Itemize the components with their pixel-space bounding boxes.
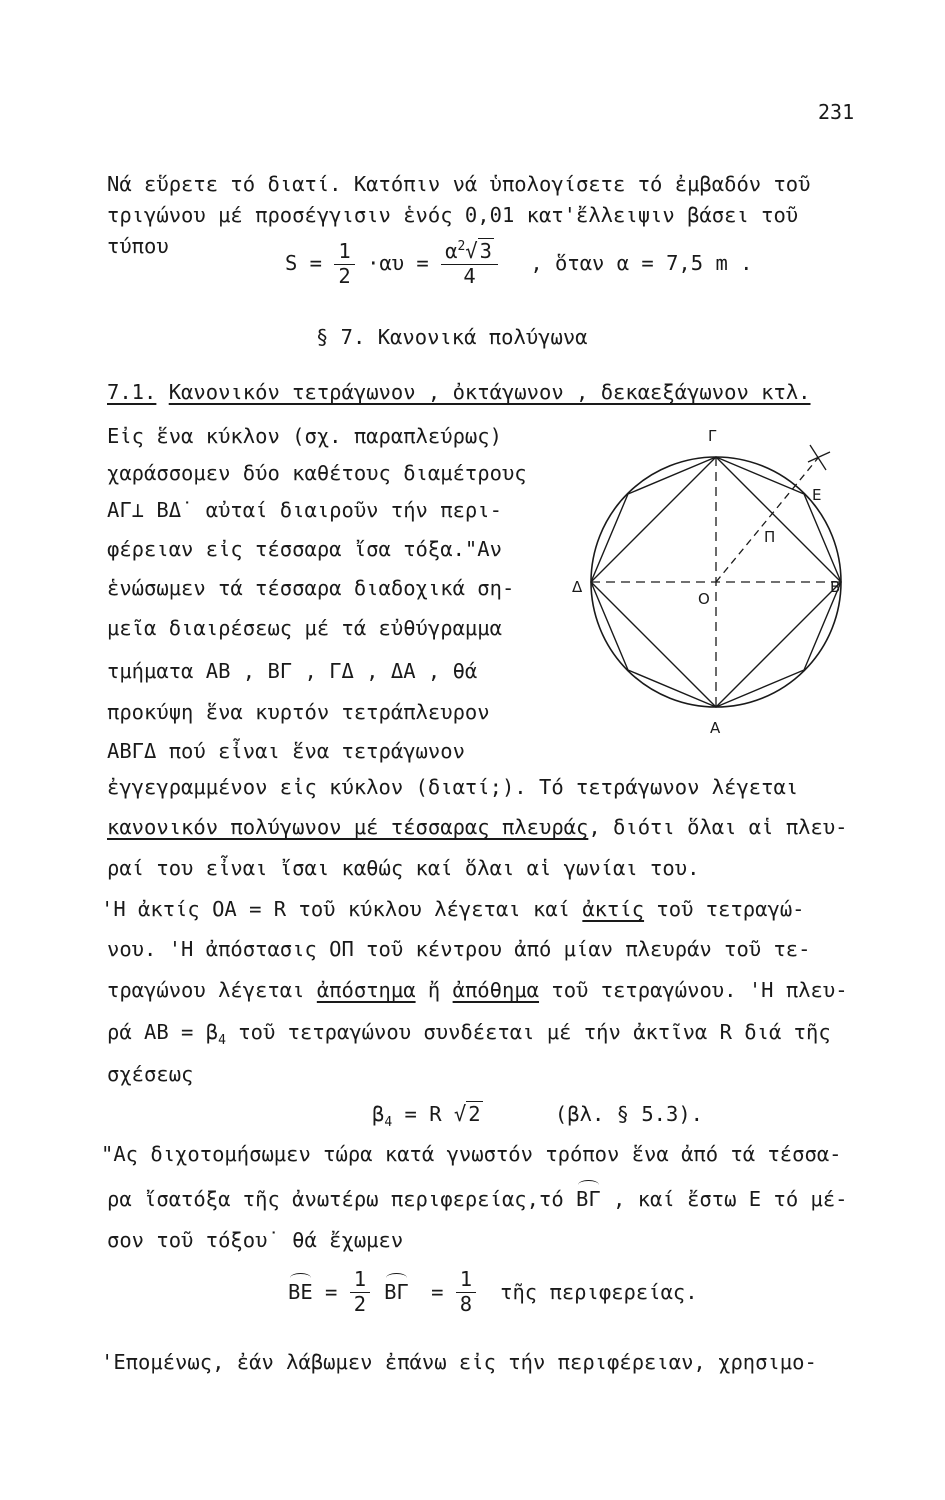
- label-epsilon: Ε: [812, 486, 822, 504]
- body2-line-2: ρα ἴσατόξα τῆς ἀνωτέρω περιφερείας,τό ΒΓ , καί ἔστω Ε τό μέ-: [107, 1187, 848, 1211]
- arc-be: ΒΕ: [288, 1280, 313, 1305]
- left-line-6: μεῖα διαιρέσεως μέ τά εὐθύγραμμα: [107, 616, 502, 640]
- label-alpha: Α: [710, 719, 721, 737]
- left-line-3: ΑΓ⊥ ΒΔ˙ αὐταί διαιροῦν τήν περι-: [107, 498, 502, 522]
- formula-tail: τῆς περιφερείας.: [500, 1280, 698, 1305]
- left-line-8: προκύψη ἕνα κυρτόν τετράπλευρον: [107, 700, 490, 724]
- body-line-1: ἐγγεγραμμένον εἰς κύκλον (διατί;). Τό τετράγωνον λέγεται: [107, 775, 799, 799]
- body-line-3: ραί του εἶναι ἴσαι καθώς καί ὅλαι αἱ γωνίαι του.: [107, 856, 700, 880]
- label-beta: Β: [830, 578, 841, 596]
- left-line-5: ἑνώσωμεν τά τέσσαρα διαδοχικά ση-: [107, 576, 515, 600]
- label-pi: Π: [764, 528, 776, 546]
- section-title: § 7. Κανονικά πολύγωνα: [316, 325, 588, 349]
- subsection-title: Κανονικόν τετράγωνον , ὀκτάγωνον , δεκαεξάγωνον κτλ.: [168, 380, 811, 404]
- left-line-4: φέρειαν εἰς τέσσαρα ἴσα τόξα."Αν: [107, 537, 502, 561]
- arc-bg: ΒΓ: [384, 1280, 409, 1305]
- left-line-2: χαράσσομεν δύο καθέτους διαμέτρους: [107, 461, 527, 485]
- body-line-7: ρά $AB = \beta_4$ τοῦ τετραγώνου συνδέεται μέ τήν ἀκτῖνα R διά τῆς: [107, 1020, 831, 1049]
- formula-condition: , ὅταν α = 7,5 m .: [530, 251, 753, 276]
- formula-arcs: ΒΕ = $\frac{1}{2}$ ΒΓ = $\frac{1}{8}$ τῆς περιφερείας.: [288, 1267, 698, 1316]
- formula-side: $\beta_4 = R$ √2 (βλ. § 5.3).: [372, 1102, 704, 1131]
- left-line-1: Εἰς ἕνα κύκλον (σχ. παραπλεύρως): [107, 424, 502, 448]
- formula-reference: (βλ. § 5.3).: [554, 1102, 704, 1126]
- fraction-half: $\frac{1}{2}$: [334, 240, 354, 288]
- intro-line-3: τύπου: [107, 234, 169, 258]
- formula-mid: ·αυ =: [367, 251, 429, 276]
- octagon-figure: [560, 420, 860, 750]
- body-line-4: 'Η ἀκτίς ΟΑ = R τοῦ κύκλου λέγεται καί ἀκτίς τοῦ τετραγώ-: [101, 897, 805, 921]
- subsection-number: 7.1.: [107, 380, 157, 404]
- bisector-mark-2: [808, 452, 830, 462]
- last-line: 'Επομένως, ἐάν λάβωμεν ἐπάνω εἰς τήν περιφέρειαν, χρησιμο-: [101, 1350, 817, 1374]
- intro-line-2: τριγώνου μέ προσέγγισιν ἑνός 0,01 κατ'ἔλλειψιν βάσει τοῦ: [107, 203, 799, 227]
- intro-line-1: Νά εὕρετε τό διατί. Κατόπιν νά ὑπολογίσετε τό ἐμβαδόν τοῦ: [107, 172, 811, 196]
- body2-line-3: σον τοῦ τόξου˙ θά ἔχωμεν: [107, 1228, 404, 1252]
- left-line-9: ΑΒΓΔ πού εἶναι ἕνα τετράγωνον: [107, 739, 465, 763]
- body-line-6: τραγώνου λέγεται ἀπόστημα ἤ ἀπόθημα τοῦ τετραγώνου. 'Η πλευ-: [107, 978, 848, 1002]
- label-delta: Δ: [572, 578, 583, 596]
- label-o: Ο: [698, 590, 710, 608]
- label-gamma: Γ: [708, 427, 717, 445]
- fraction-eighth: $\frac{1}{8}$: [456, 1268, 476, 1316]
- fraction-area: $\frac{\alpha^2√3}{4}$: [441, 240, 498, 288]
- page-number: 231: [818, 100, 855, 124]
- bisector-line: [716, 458, 818, 582]
- body2-line-1: "Ας διχοτομήσωμεν τώρα κατά γνωστόν τρόπον ἕνα ἀπό τά τέσσα-: [101, 1142, 842, 1166]
- subsection-heading: [107, 380, 811, 404]
- body-line-2: κανονικόν πολύγωνον μέ τέσσαρας πλευράς, διότι ὅλαι αἱ πλευ-: [107, 815, 848, 839]
- body-line-8: σχέσεως: [107, 1062, 194, 1086]
- formula-lhs: S =: [285, 251, 323, 276]
- formula-area: [285, 240, 753, 288]
- left-line-7: τμήματα ΑΒ , ΒΓ , ΓΔ , ΔΑ , θά: [107, 659, 478, 683]
- body-line-5: νου. 'Η ἀπόστασις ΟΠ τοῦ κέντρου ἀπό μίαν πλευράν τοῦ τε-: [107, 937, 811, 961]
- fraction-half-2: $\frac{1}{2}$: [350, 1268, 370, 1316]
